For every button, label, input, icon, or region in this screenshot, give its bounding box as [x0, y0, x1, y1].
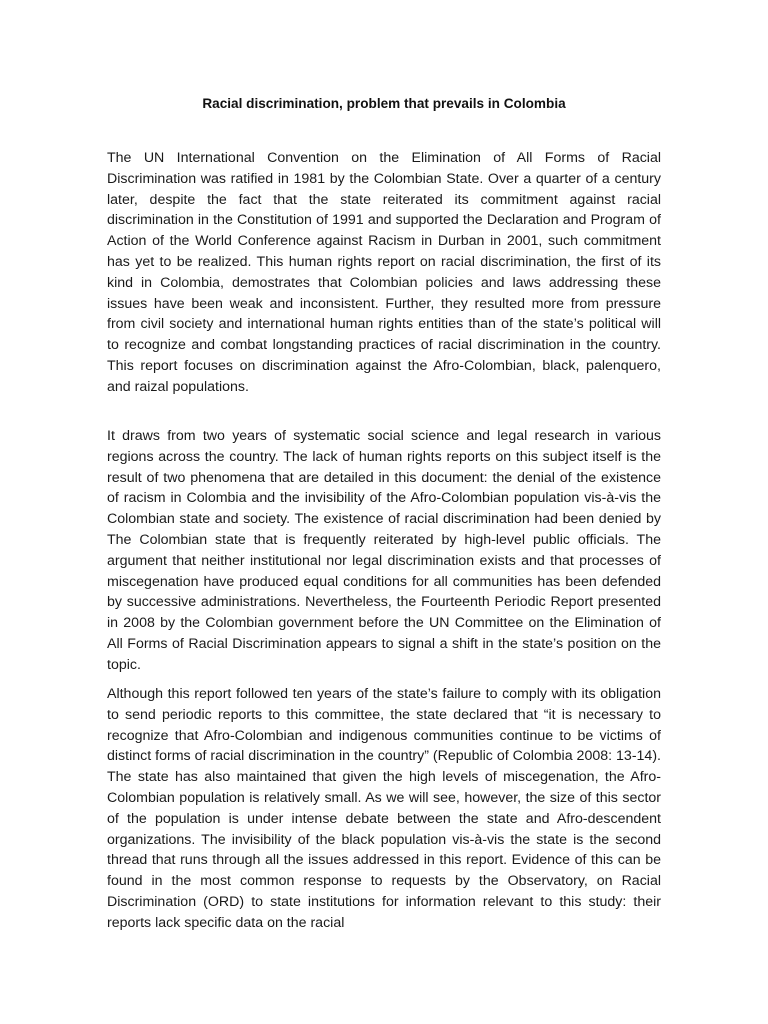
paragraph-1: The UN International Convention on the Elimination of All Forms of Racial Discrimination was ratified in 1981 by the Colombian State. Over a quarter of a century later, despite the fact that the state reiterated its commitment against racial discrimination in the Constitution of 1991 and supported the Declaration and Program of Action of the World Conference against Racism in Durban in 2001, such commitment has yet to be realized. This human rights report on racial discrimination, the first of its kind in Colombia, demostrates that Colombian policies and laws addressing these issues have been weak and inconsistent. Further, they resulted more from pressure from civil society and international human rights entities than of the state’s political will to recognize and combat longstanding practices of racial discrimination in the country. This report focuses on discrimination against the Afro-Colombian, black, palenquero, and raizal populations.	[107, 150, 661, 395]
paragraph-3: Although this report followed ten years of the state’s failure to comply with its obligation to send periodic reports to this committee, the state declared that “it is necessary to recognize that Afro-Colombian and indigenous communities continue to be victims of distinct forms of racial discrimination in the country” (Republic of Colombia 2008: 13-14). The state has also maintained that given the high levels of miscegenation, the Afro-Colombian population is relatively small. As we will see, however, the size of this sector of the population is under intense debate between the state and Afro-descendent organizations. The invisibility of the black population vis-à-vis the state is the second thread that runs through all the issues addressed in this report. Evidence of this can be found in the most common response to requests by the Observatory, on Racial Discrimination (ORD) to state institutions for information relevant to this study: their reports lack specific data on the racial	[107, 686, 661, 931]
paragraph-2: It draws from two years of systematic social science and legal research in various regions across the country. The lack of human rights reports on this subject itself is the result of two phenomena that are detailed in this document: the denial of the existence of racism in Colombia and the invisibility of the Afro-Colombian population vis-à-vis the Colombian state and society. The existence of racial discrimination had been denied by The Colombian state that is frequently reiterated by high-level public officials. The argument that neither institutional nor legal discrimination exists and that processes of miscegenation have produced equal conditions for all communities has been defended by successive administrations. Nevertheless, the Fourteenth Periodic Report presented in 2008 by the Colombian government before the UN Committee on the Elimination of All Forms of Racial Discrimination appears to signal a shift in the state’s position on the topic.	[107, 428, 661, 673]
document-title: Racial discrimination, problem that prevails in Colombia	[202, 96, 566, 111]
